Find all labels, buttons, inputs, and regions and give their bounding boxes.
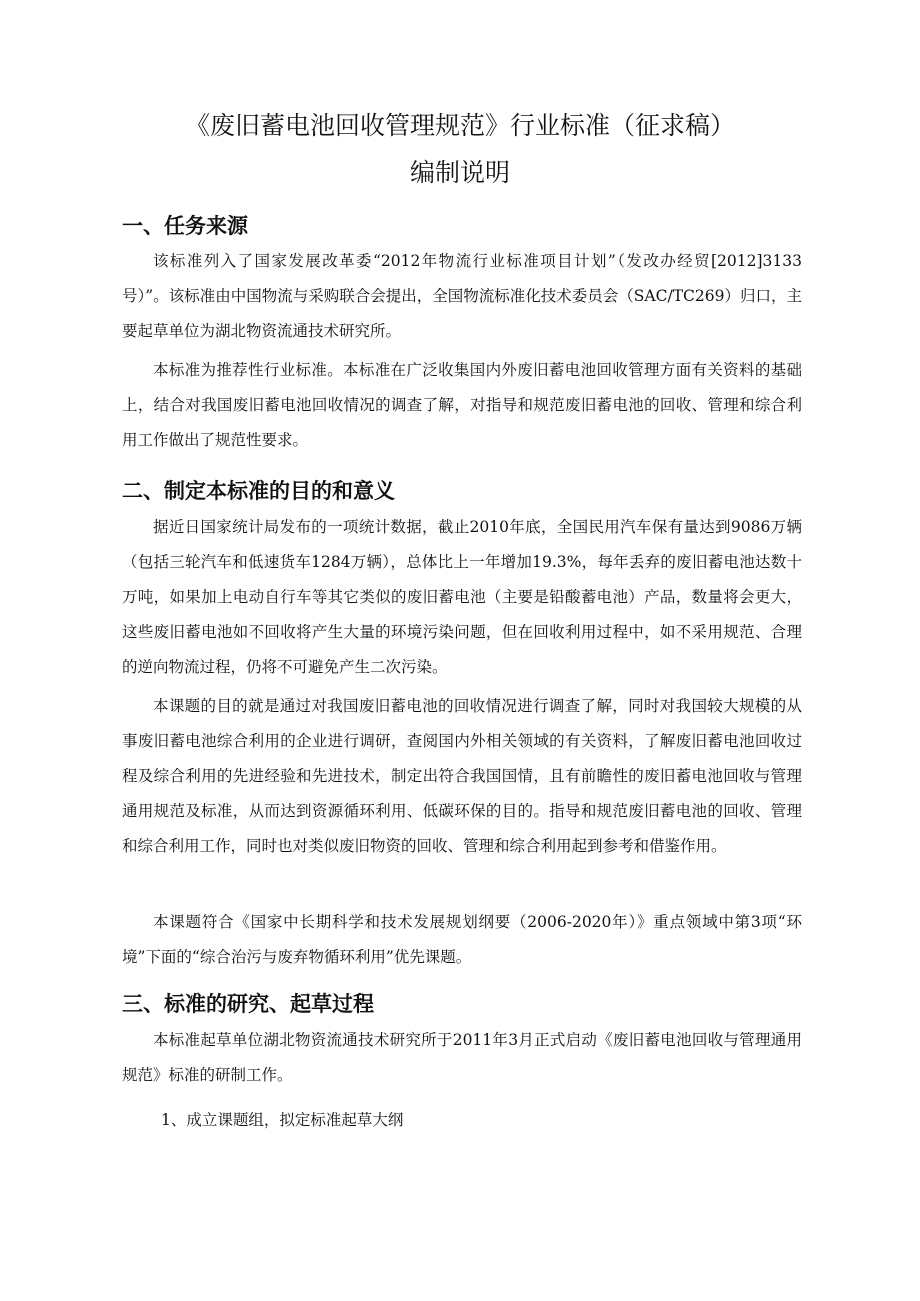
- document-title: 《废旧蓄电池回收管理规范》行业标准（征求稿）: [184, 111, 735, 140]
- paragraph: 本课题的目的就是通过对我国废旧蓄电池的回收情况进行调查了解，同时对我国较大规模的从事废旧蓄电池综合利用的企业进行调研，查阅国内外相关领域的有关资料，了解废旧蓄电池回收过程及综合利用的先进经验和先进技术，制定出符合我国国情，且有前瞻性的废旧蓄电池回收与管理通用规范及标准，从而达到资源循环利用、低碳环保的目的。指导和规范废旧蓄电池的回收、管理和综合利用工作，同时也对类似废旧物资的回收、管理和综合利用起到参考和借鉴作用。: [122, 697, 802, 855]
- section-heading-task-source: 一、任务来源: [122, 214, 248, 238]
- list-item: 1、成立课题组，拟定标准起草大纲: [161, 1111, 404, 1129]
- paragraph: 本标准为推荐性行业标准。本标准在广泛收集国内外废旧蓄电池回收管理方面有关资料的基础上，结合对我国废旧蓄电池回收情况的调查了解，对指导和规范废旧蓄电池的回收、管理和综合利用工作做出了规范性要求。: [122, 361, 802, 449]
- document-subtitle: 编制说明: [409, 158, 510, 187]
- section-heading-process: 三、标准的研究、起草过程: [122, 992, 374, 1016]
- paragraph: 据近日国家统计局发布的一项统计数据，截止2010年底，全国民用汽车保有量达到9086万辆（包括三轮汽车和低速货车1284万辆），总体比上一年增加19.3%，每年丢弃的废旧蓄电池达数十万吨，如果加上电动自行车等其它类似的废旧蓄电池（主要是铅酸蓄电池）产品，数量将会更大，这些废旧蓄电池如不回收将产生大量的环境污染问题，但在回收利用过程中，如不采用规范、合理的逆向物流过程，仍将不可避免产生二次污染。: [122, 518, 802, 676]
- paragraph: 该标准列入了国家发展改革委“2012年物流行业标准项目计划”（发改办经贸[2012]3133号）”。该标准由中国物流与采购联合会提出，全国物流标准化技术委员会（SAC/TC269）归口，主要起草单位为湖北物资流通技术研究所。: [122, 252, 802, 340]
- paragraph: 本标准起草单位湖北物资流通技术研究所于2011年3月正式启动《废旧蓄电池回收与管理通用规范》标准的研制工作。: [122, 1031, 802, 1084]
- section-heading-purpose: 二、制定本标准的目的和意义: [122, 479, 395, 503]
- paragraph: 本课题符合《国家中长期科学和技术发展规划纲要（2006-2020年）》重点领域中第3项“环境”下面的“综合治污与废弃物循环利用”优先课题。: [122, 913, 802, 966]
